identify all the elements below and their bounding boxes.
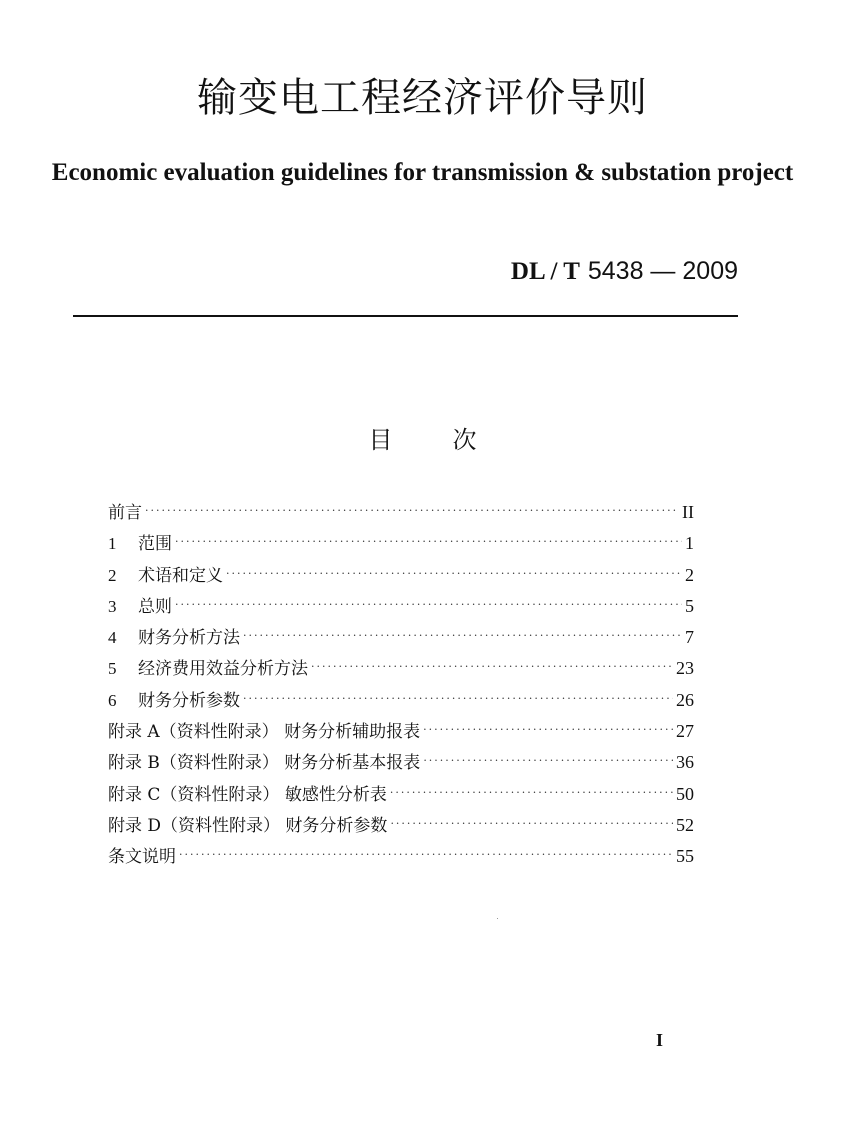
toc-entry-number: 1 [108,534,117,554]
toc-entry-page: 23 [676,658,694,679]
toc-heading-char-2: 次 [452,426,477,454]
toc-entry-label: 附录 A（资料性附录） 财务分析辅助报表 [108,722,421,743]
toc-leader-dots [423,745,673,776]
title-chinese: 输变电工程经济评价导则 [197,75,648,121]
toc-entry[interactable] [108,841,694,872]
toc-heading [0,420,845,455]
toc-entry-page: 50 [676,783,694,804]
standard-prefix: DL / T [510,258,580,285]
toc-leader-dots [145,495,679,526]
toc-entry-label: 术语和定义 [138,565,223,586]
toc-entry-page: 7 [685,627,694,648]
title-english: Economic evaluation guidelines for transmission & substation project [51,159,794,186]
toc-entry[interactable] [108,779,694,810]
toc-entry-label: 附录 C（资料性附录） 敏感性分析表 [108,784,387,805]
toc-entry-label: 财务分析方法 [138,628,240,649]
toc-entry[interactable] [108,497,694,528]
toc-entry[interactable] [108,591,694,622]
toc-entry-label: 附录 B（资料性附录） 财务分析基本报表 [108,753,421,774]
standard-number: 5438 — 2009 [587,257,738,285]
toc-leader-dots [175,526,682,557]
toc-leader-dots [179,839,673,870]
toc-entry-number: 3 [108,596,117,616]
toc-leader-dots [423,714,673,745]
toc-entry[interactable] [108,810,694,841]
toc-entry-number: 2 [108,565,117,585]
toc-entry[interactable] [108,622,694,653]
toc-entry-number: 6 [108,690,117,710]
toc-entry-page: 52 [676,814,694,835]
toc-entry[interactable] [108,716,694,747]
toc-entry-label: 总则 [138,596,172,617]
toc-entry-number: 5 [108,659,117,679]
toc-entry-page: II [682,502,694,522]
toc-entry-number: 4 [108,628,117,648]
toc-entry-page: 26 [676,689,694,710]
toc-entry-page: 2 [685,564,694,585]
toc-entry-label: 附录 D（资料性附录） 财务分析参数 [108,815,388,836]
toc-entry[interactable] [108,560,694,591]
table-of-contents [108,497,694,873]
toc-entry-page: 55 [676,846,694,867]
toc-leader-dots [243,683,673,714]
toc-leader-dots [175,589,682,620]
standard-code [511,256,738,286]
toc-leader-dots [226,558,682,589]
toc-entry-page: 27 [676,721,694,742]
scan-speck [497,918,498,919]
page-number: I [656,1030,664,1050]
toc-entry[interactable] [108,653,694,684]
toc-heading-char-1: 目 [368,426,393,454]
toc-entry[interactable] [108,528,694,559]
toc-entry-page: 5 [685,595,694,616]
toc-entry-page: 1 [685,533,694,554]
toc-entry-label: 前言 [108,503,142,523]
toc-leader-dots [390,808,673,839]
toc-entry-label: 条文说明 [108,847,176,868]
toc-entry-label: 范围 [138,534,172,555]
toc-entry-label: 财务分析参数 [138,690,240,711]
toc-entry[interactable] [108,747,694,778]
header-divider [73,315,738,317]
toc-entry-page: 36 [676,752,694,773]
toc-leader-dots [311,651,673,682]
toc-entry-label: 经济费用效益分析方法 [138,659,308,680]
toc-leader-dots [243,620,682,651]
toc-leader-dots [390,777,673,808]
toc-entry[interactable] [108,685,694,716]
